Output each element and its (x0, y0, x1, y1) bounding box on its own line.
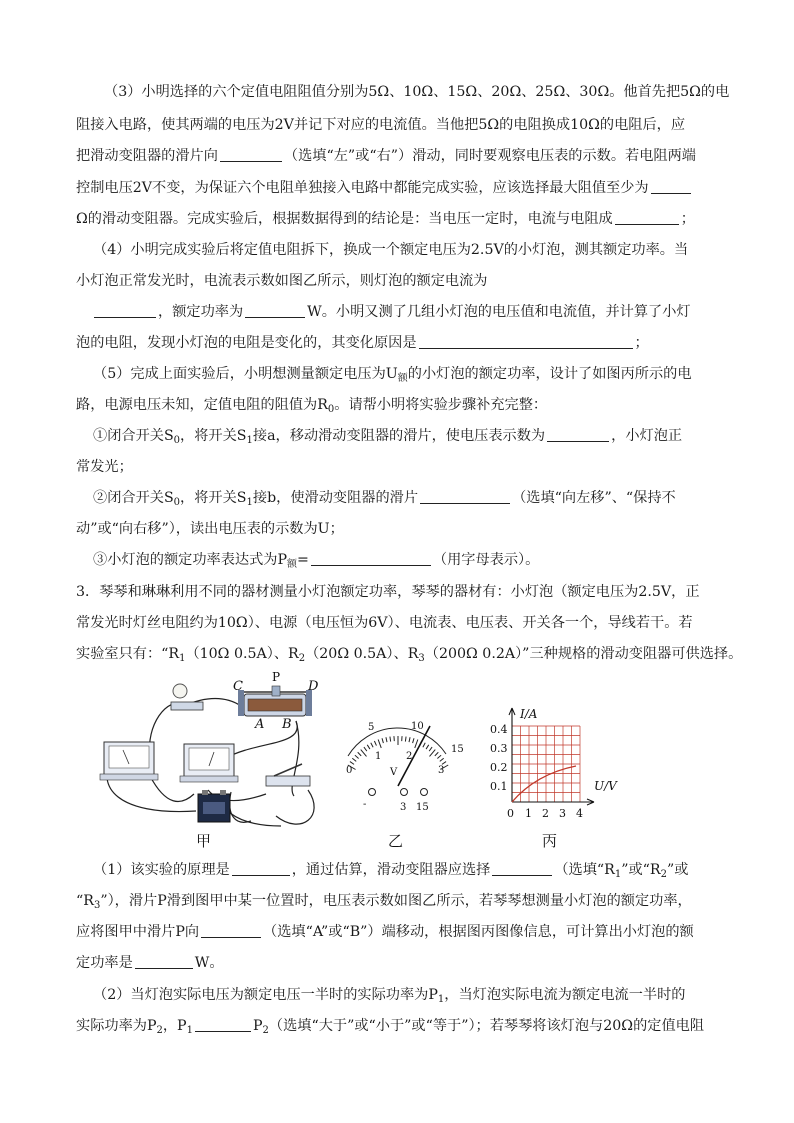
q2-5-step-1-cont: 常发光； (76, 459, 133, 475)
q2-5-line-1 (93, 364, 738, 389)
wire (149, 703, 186, 756)
graph-ylabel: I/A (520, 707, 538, 721)
dial-tick (415, 739, 418, 747)
text: W。 (194, 955, 224, 971)
ammeter (100, 742, 158, 780)
answer-blank[interactable] (311, 551, 431, 566)
answer-blank[interactable] (232, 861, 290, 876)
subscript: 0 (173, 435, 181, 446)
text: 把滑动变阻器的滑片向 (76, 148, 218, 164)
q3-2-line-1 (93, 985, 738, 1010)
dial-tick (378, 739, 381, 747)
graph-grid (512, 726, 580, 802)
label-p: P (272, 670, 281, 684)
text: （5）完成上面实验后，小明想测量额定电压为U (93, 366, 398, 382)
subscript: 1 (186, 1025, 193, 1036)
wire (276, 790, 314, 824)
text: ，P (162, 1018, 187, 1034)
answer-blank[interactable] (420, 489, 510, 504)
label-d: D (308, 679, 319, 694)
graph-y-0-1: 0.1 (490, 780, 508, 793)
text: 接a，移动滑动变阻器的滑片，使电压表示数为 (252, 428, 546, 444)
text: Ω的滑动变阻器。完成实验后，根据数据得到的结论是：当电压一定时，电流与电阻成 (76, 211, 613, 227)
label-a: A (255, 717, 265, 732)
label-b: B (282, 717, 292, 732)
terminal-3 (401, 789, 408, 796)
text: = (297, 552, 309, 568)
dial-tick (442, 762, 446, 765)
q3-2-line-2 (76, 1016, 721, 1041)
battery-terminal (220, 790, 226, 795)
answer-blank[interactable] (547, 427, 609, 442)
dial-tick (352, 758, 356, 761)
rheostat (238, 686, 312, 716)
subscript: 1 (614, 869, 622, 880)
terminal-label-15: 15 (416, 802, 429, 813)
text: W。小明又测了几组小灯泡的电压值和电流值，并计算了小灯 (307, 304, 691, 320)
q2-5-step-2-cont: 动”或“向右移”），读出电压表的示数为U； (76, 521, 344, 537)
terminal-label-minus: - (363, 799, 367, 810)
dial-tick (435, 752, 438, 756)
dial-tick (437, 755, 441, 758)
dial-label-2: 2 (406, 751, 413, 762)
ammeter-base (100, 774, 158, 780)
bulb-base (171, 702, 203, 710)
iu-graph-bing (509, 708, 594, 805)
dial-unit: V (390, 767, 398, 778)
dial-tick (367, 745, 370, 749)
text: （200Ω 0.2A）”三种规格的滑动变阻器可供选择。 (424, 646, 743, 662)
text: ，将开关S (180, 490, 247, 506)
dial-ticks (348, 736, 448, 770)
text: ①闭合开关S (93, 428, 174, 444)
label-c: C (233, 679, 243, 694)
switch-blade (274, 764, 302, 776)
text: （选填“大于”或“小于”或“等于”）；若琴琴将该灯泡与20Ω的定值电阻 (268, 1018, 705, 1034)
dial-tick (361, 750, 367, 757)
subscript: 0 (327, 404, 335, 415)
caption-yi: 乙 (388, 832, 404, 850)
bulb (171, 684, 203, 710)
iu-curve (512, 766, 576, 802)
graph-xlabel: U/V (594, 779, 617, 793)
dial-tick (423, 743, 425, 747)
q2-3-line-1: （3）小明选择的六个定值电阻阻值分别为5Ω、10Ω、15Ω、20Ω、25Ω、30Ω。他首先把5Ω的电 (104, 84, 730, 100)
text: “R (76, 893, 94, 909)
dial-tick (440, 758, 444, 761)
battery-terminal (202, 790, 208, 795)
text: （用字母表示）。 (432, 552, 540, 568)
q2-4-line-2: 小灯泡正常发光时，电流表示数如图乙所示，则灯泡的额定电流为 (76, 273, 488, 289)
subscript: 3 (93, 900, 101, 911)
dial-tick (350, 762, 354, 765)
text: 定功率是 (76, 955, 133, 971)
text: （10Ω 0.5A）、R (185, 646, 299, 662)
subscript: 0 (173, 497, 181, 508)
wire (230, 792, 251, 822)
dial-label-15: 15 (451, 744, 464, 755)
text: 。请帮小明将实验步骤补充完整： (334, 397, 548, 413)
voltmeter-dial-yi (348, 726, 448, 796)
text: ，小灯泡正 (611, 428, 683, 444)
switch (266, 764, 310, 786)
q2-5-step-1 (93, 426, 738, 451)
dial-label-1: 1 (375, 751, 382, 762)
text: ，额定功率为 (158, 304, 244, 320)
caption-jia: 甲 (196, 832, 212, 850)
text: ”或 (667, 862, 689, 878)
q2-5-step-2 (93, 488, 738, 513)
answer-blank[interactable] (419, 334, 633, 349)
q2-5-step-3 (93, 550, 738, 575)
dial-tick (426, 745, 429, 749)
q3-line-1: 3．琴琴和琳琳利用不同的器材测量小灯泡额定功率，琴琴的器材有：小灯泡（额定电压为2.5V，正 (76, 584, 700, 600)
graph-y-0-4: 0.4 (490, 723, 508, 736)
dial-tick (364, 747, 367, 751)
text: 实际功率为P (76, 1018, 157, 1034)
answer-blank[interactable] (94, 303, 156, 318)
subscript: 2 (156, 1025, 163, 1036)
terminal-label-3: 3 (400, 802, 407, 813)
text: 实验室只有：“R (76, 646, 180, 662)
q3-line-2: 常发光时灯丝电阻约为10Ω）、电源（电压恒为6V）、电流表、电压表、开关各一个，导线若干。若 (76, 615, 693, 631)
answer-blank[interactable] (201, 923, 261, 938)
text: ，将开关S (180, 428, 247, 444)
text: （选填“A”或“B”）端移动，根据图丙图像信息，可计算出小灯泡的额 (263, 924, 694, 940)
q2-3-line-3 (76, 146, 721, 166)
subscript: 额 (397, 373, 408, 384)
text: （选填“左”或“右”）滑动，同时要观察电压表的示数。若电阻两端 (283, 148, 696, 164)
dial-label-5: 5 (368, 722, 375, 733)
subscript: 2 (660, 869, 667, 880)
dial-tick (371, 743, 373, 747)
text: （1）该实验的原理是 (93, 862, 230, 878)
text: （20Ω 0.5A）、R (305, 646, 419, 662)
q2-3-line-2: 阻接入电路，使其两端的电压为2V并记下对应的电流值。当他把5Ω的电阻换成10Ω的电阻后，应 (76, 117, 686, 133)
subscript: 1 (437, 994, 445, 1005)
answer-blank[interactable] (245, 303, 305, 318)
text: （选填“向左移”、“保持不 (512, 490, 676, 506)
graph-x-3: 3 (559, 807, 566, 820)
dial-tick (429, 747, 432, 751)
voltmeter-dial (189, 748, 229, 770)
voltmeter-base (180, 776, 238, 782)
subscript: 1 (246, 435, 253, 446)
dial-label-10: 10 (411, 721, 424, 732)
graph-x-1: 1 (525, 807, 532, 820)
graph-y-0-2: 0.2 (490, 761, 508, 774)
text: 控制电压2V不变，为保证六个电阻单独接入电路中都能完成实验，应该选择最大阻值至少为 (76, 180, 649, 196)
dial-tick (358, 752, 361, 756)
battery-label (203, 802, 225, 814)
text: 接b，使滑动变阻器的滑片 (252, 490, 419, 506)
text: 应将图甲中滑片P向 (76, 924, 200, 940)
dial-tick (382, 738, 383, 743)
ammeter-dial (109, 746, 149, 768)
q2-3-line-5 (76, 209, 721, 229)
text: 的小灯泡的额定功率，设计了如图丙所示的电 (407, 366, 692, 382)
figures-area (76, 666, 721, 856)
dial-tick (409, 737, 410, 742)
q3-1-line-2 (76, 891, 721, 916)
graph-y-0-3: 0.3 (490, 742, 508, 755)
switch-base (266, 776, 310, 786)
dial-tick (413, 738, 414, 743)
q2-3-line-4 (76, 178, 721, 198)
text: 路，电源电压未知，定值电阻的阻值为R (76, 397, 328, 413)
battery (198, 790, 230, 822)
answer-blank[interactable] (615, 210, 679, 225)
dial-tick (429, 750, 435, 757)
text: ； (634, 335, 649, 351)
answer-blank[interactable] (651, 179, 691, 194)
dial-tick (405, 737, 406, 742)
q2-5-line-2 (76, 395, 721, 420)
dial-tick (390, 737, 391, 742)
text: ； (680, 211, 695, 227)
subscript: 2 (298, 653, 306, 664)
answer-blank[interactable] (492, 861, 552, 876)
q3-1-line-4 (76, 953, 721, 973)
text: （2）当灯泡实际电压为额定电压一半时的实际功率为P (93, 987, 438, 1003)
subscript: 1 (246, 497, 253, 508)
dial-tick (355, 755, 359, 758)
answer-blank[interactable] (135, 954, 193, 969)
text: ，当灯泡实际电流为额定电流一半时的 (444, 987, 686, 1003)
text: ”或“R (621, 862, 661, 878)
graph-x-2: 2 (542, 807, 549, 820)
q3-1-line-3 (76, 922, 721, 942)
subscript: 额 (287, 559, 297, 570)
dial-label-3: 3 (438, 765, 445, 776)
subscript: 2 (262, 1025, 269, 1036)
answer-blank[interactable] (195, 1017, 251, 1032)
q2-4-line-1: （4）小明完成实验后将定值电阻拆下，换成一个额定电压为2.5V的小灯泡，测其额定功率。当 (93, 242, 689, 258)
text: ”），滑片P滑到图甲中某一位置时，电压表示数如图乙所示，若琴琴想测量小灯泡的额定功率， (100, 893, 692, 909)
graph-x-4: 4 (576, 807, 583, 820)
text: 泡的电阻，发现小灯泡的电阻是变化的，其变化原因是 (76, 335, 417, 351)
text: ，通过估算，滑动变阻器应选择 (291, 862, 491, 878)
bulb-glass (173, 684, 187, 698)
terminal-minus (369, 789, 376, 796)
terminal-15 (421, 789, 428, 796)
caption-bing: 丙 (542, 832, 558, 850)
graph-x-0: 0 (507, 807, 514, 820)
dial-pointer (398, 726, 430, 786)
voltmeter (180, 744, 238, 782)
text: （选填“R (554, 862, 615, 878)
subscript: 1 (179, 653, 186, 664)
q3-1-line-1 (93, 860, 738, 885)
slider-p (272, 686, 280, 696)
dial-tick (386, 737, 387, 742)
subscript: 3 (418, 653, 425, 664)
q2-4-line-3 (92, 302, 737, 322)
dial-tick (374, 741, 376, 746)
text: P (252, 1018, 263, 1034)
dial-label-0: 0 (346, 765, 353, 776)
answer-blank[interactable] (220, 147, 282, 162)
q2-4-line-4 (76, 333, 721, 353)
text: ②闭合开关S (93, 490, 174, 506)
rheostat-coil (248, 699, 302, 711)
text: ③小灯泡的额定功率表达式为P (93, 552, 287, 568)
